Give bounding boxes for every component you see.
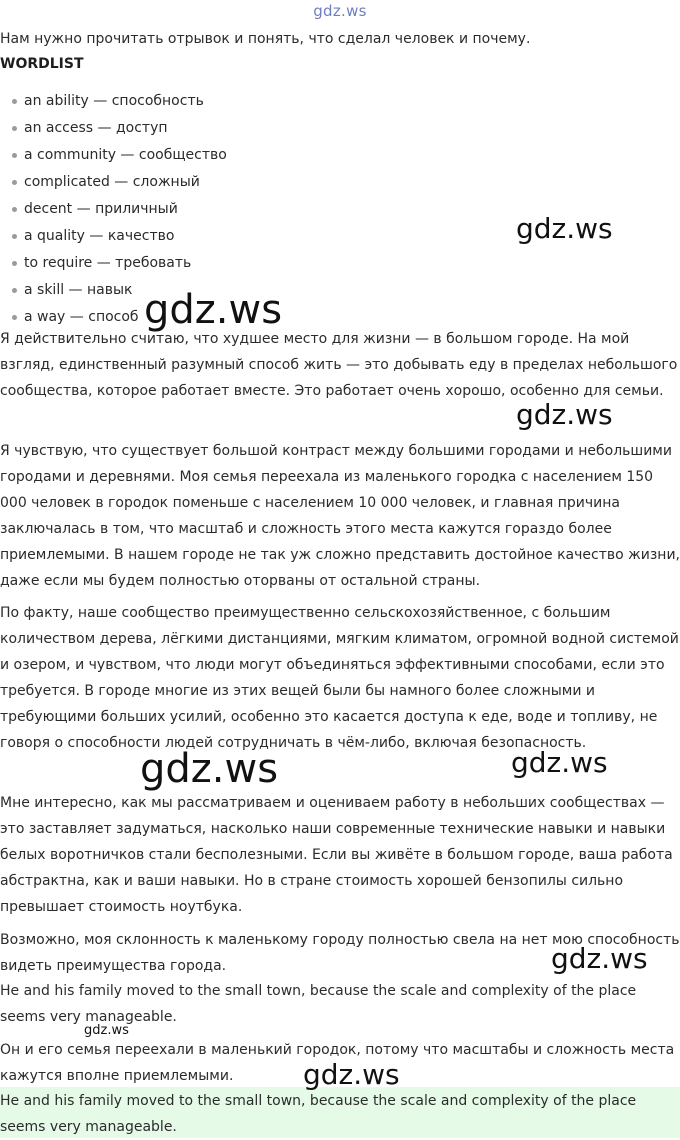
wordlist-item: an ability — способность <box>12 90 227 117</box>
bullet-icon <box>12 207 17 212</box>
wordlist-item: a way — способ <box>12 306 227 333</box>
answer-english-highlighted: He and his family moved to the small town, because the scale and complexity of the place seems very manageable. <box>0 1093 637 1135</box>
paragraph-5: Возможно, моя склонность к маленькому городу полностью свела на нет мою способность видеть преимущества города. <box>0 932 680 974</box>
watermark: gdz.ws <box>144 287 283 333</box>
wordlist-item: a quality — качество <box>12 225 227 252</box>
wordlist-heading: WORDLIST <box>0 56 84 72</box>
watermark: gdz.ws <box>140 746 279 792</box>
wordlist-item: decent — приличный <box>12 198 227 225</box>
bullet-icon <box>12 180 17 185</box>
wordlist <box>12 90 227 333</box>
watermark: gdz.ws <box>303 1058 400 1091</box>
wordlist-item: a community — сообщество <box>12 144 227 171</box>
bullet-icon <box>12 288 17 293</box>
intro-text: Нам нужно прочитать отрывок и понять, что сделал человек и почему. <box>0 31 531 47</box>
wordlist-item: to require — требовать <box>12 252 227 279</box>
watermark: gdz.ws <box>511 746 608 779</box>
watermark: gdz.ws <box>516 212 613 245</box>
bullet-icon <box>12 315 17 320</box>
bullet-icon <box>12 99 17 104</box>
wordlist-item: an access — доступ <box>12 117 227 144</box>
watermark: gdz.ws <box>516 398 613 431</box>
paragraph-4: Мне интересно, как мы рассматриваем и оцениваем работу в небольших сообществах — это заставляет задуматься, насколько наши современные технические навыки и навыки белых воротничков стали бесполезными. Если вы живёте в большом городе, ваша работа абстрактна, как и ваши навыки. Но в стране стоимость хорошей бензопилы сильно превышает стоимость ноутбука. <box>0 795 673 915</box>
answer-english: He and his family moved to the small town, because the scale and complexity of the place seems very manageable. <box>0 983 637 1025</box>
watermark: gdz.ws <box>551 942 648 975</box>
paragraph-2: Я чувствую, что существует большой контраст между большими городами и небольшими городами и деревнями. Моя семья переехала из маленького городка с населением 150 000 человек в городок поменьше с населением 10 000 человек, и главная причина заключалась в том, что масштаб и сложность этого места кажутся гораздо более приемлемыми. В нашем городе не так уж сложно представить достойное качество жизни, даже если мы будем полностью оторваны от остальной страны. <box>0 443 680 589</box>
bullet-icon <box>12 234 17 239</box>
answer-russian: Он и его семья переехали в маленький городок, потому что масштабы и сложность места кажутся вполне приемлемыми. <box>0 1042 675 1084</box>
bullet-icon <box>12 261 17 266</box>
paragraph-1: Я действительно считаю, что худшее место для жизни — в большом городе. На мой взгляд, единственный разумный способ жить — это добывать еду в пределах небольшого сообщества, которое работает вместе. Это работает очень хорошо, особенно для семьи. <box>0 331 678 399</box>
wordlist-item: a skill — навык <box>12 279 227 306</box>
watermark: gdz.ws <box>84 1023 129 1038</box>
paragraph-3: По факту, наше сообщество преимущественно сельскохозяйственное, с большим количеством дерева, лёгкими дистанциями, мягким климатом, огромной водной системой и озером, и чувством, что люди могут объединяться эффективными способами, если это требуется. В городе многие из этих вещей были бы намного более сложными и требующими больших усилий, особенно это касается доступа к еде, воде и топливу, не говоря о способности людей сотрудничать в чём-либо, включая безопасность. <box>0 605 679 751</box>
bullet-icon <box>12 153 17 158</box>
wordlist-item: complicated — сложный <box>12 171 227 198</box>
bullet-icon <box>12 126 17 131</box>
header-watermark: gdz.ws <box>313 2 367 20</box>
